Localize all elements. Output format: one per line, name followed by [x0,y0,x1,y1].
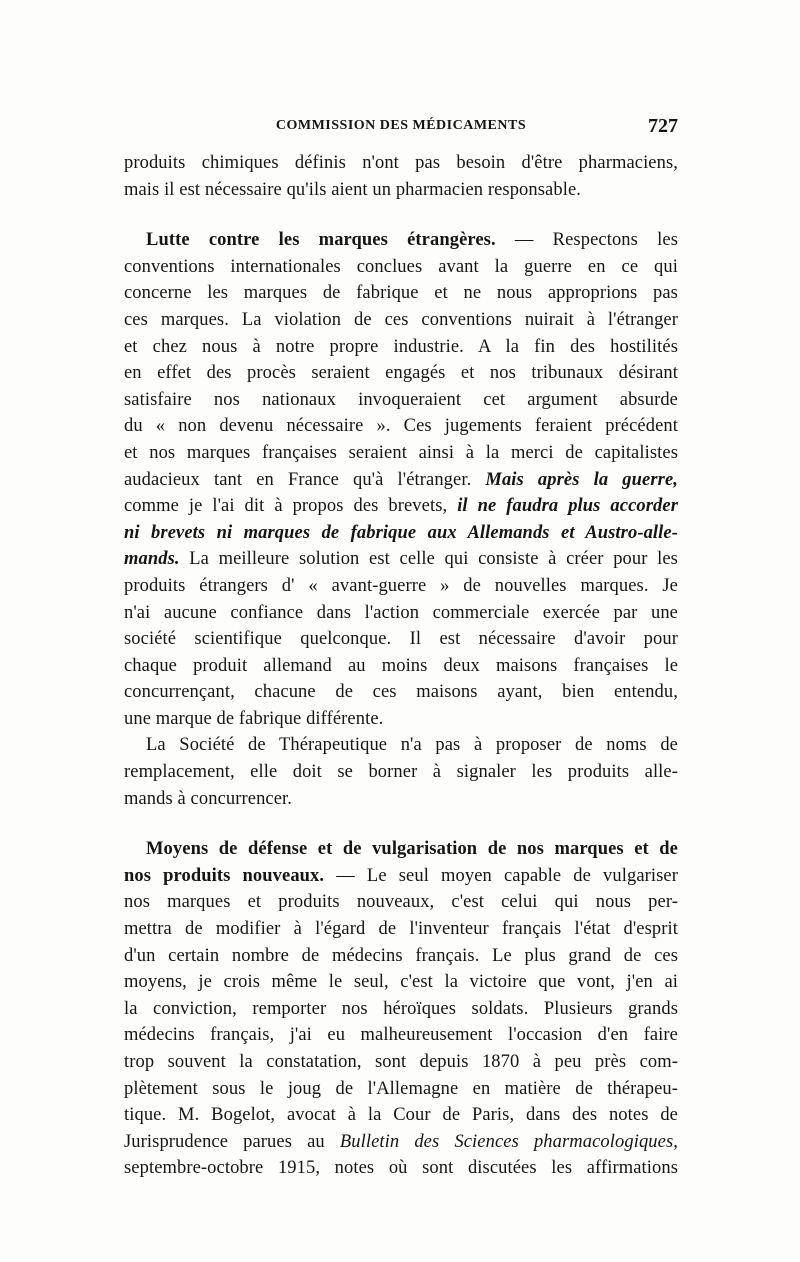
text-line: concurrençant, chacune de ces maisons ayant, bien entendu, [124,682,678,703]
text-line: mands à concurrencer. [124,788,293,809]
text-line: n'ai aucune confiance dans l'action commerciale exercée par une [124,602,678,623]
text-line: produits chimiques définis n'ont pas besoin d'être pharmaciens, [124,153,678,173]
text-line: nos marques et produits nouveaux, c'est celui qui nous per- [124,892,678,913]
text-line: une marque de fabrique différente. [124,708,384,729]
text-fragment: La meilleure solution est celle qui consiste à créer pour les [179,549,678,570]
text-line: tique. M. Bogelot, avocat à la Cour de Paris, dans des notes de [124,1105,678,1126]
emphasis-text: Mais après la guerre, [485,469,678,490]
text-line: mettra de modifier à l'égard de l'inventeur français l'état d'esprit [124,919,678,940]
emphasis-text: il ne faudra plus accorder [457,496,678,517]
section-marques-etrangeres [124,227,678,732]
text-line: concerne les marques de fabrique et ne nous approprions pas [124,283,678,304]
text-line: septembre-octobre 1915, notes où sont discutées les affirmations [124,1158,678,1179]
text-line: et chez nous à notre propre industrie. A la fin des hostilités [124,336,678,357]
text-line: moyens, je crois même le seul, c'est la victoire que vont, j'en ai [124,972,678,993]
text-fragment: comme je l'ai dit à propos des brevets, [124,496,448,517]
text-line: conventions internationales conclues avant la guerre en ce qui [124,256,678,277]
text-line: en effet des procès seraient engagés et nos tribunaux désirant [124,363,678,384]
text-line: plètement sous le joug de l'Allemagne en matière de thérapeu- [124,1078,678,1099]
text-fragment: audacieux tant en France qu'à l'étranger. [124,469,472,490]
text-line: chaque produit allemand au moins deux maisons françaises le [124,655,678,676]
running-title: COMMISSION DES MÉDICAMENTS [275,118,527,133]
text-line: satisfaire nos nationaux invoqueraient cet argument absurde [124,389,678,410]
page-body [124,150,678,1182]
text-line: — Respectons les [495,230,678,251]
text-line: et nos marques françaises seraient ainsi à la merci de capitalistes [124,442,678,463]
section-heading: Moyens de défense et de vulgarisation de nos marques et de [146,839,678,860]
text-line: mais il est nécessaire qu'ils aient un pharmacien responsable. [124,179,581,200]
section-moyens-de-defense [124,836,678,1182]
text-line: trop souvent la constatation, sont depuis 1870 à peu près com- [124,1052,678,1072]
text-line: du « non devenu nécessaire ». Ces jugements feraient précédent [124,416,678,437]
text-line: la conviction, remporter nos héroïques soldats. Plusieurs grands [124,998,678,1019]
text-line: remplacement, elle doit se borner à signaler les produits alle- [124,762,678,783]
text-line: société scientifique quelconque. Il est nécessaire d'avoir pour [124,629,678,650]
text-line: La Société de Thérapeutique n'a pas à proposer de noms de [146,735,678,756]
running-head [124,115,678,140]
section-heading-continued: nos produits nouveaux. [124,865,325,886]
section-heading: Lutte contre les marques étrangères. [146,230,496,251]
text-fragment: — Le seul moyen capable de vulgariser [324,865,678,886]
text-fragment: Jurisprudence parues au [124,1131,325,1152]
text-line: produits étrangers d' « avant-guerre » de nouvelles marques. Je [124,575,678,596]
paragraph-pharmaciens [124,150,678,203]
text-line: médecins français, j'ai eu malheureusement l'occasion d'en faire [124,1025,678,1046]
emphasis-text: ni brevets ni marques de fabrique aux Allemands et Austro-alle- [124,522,678,543]
text-line: d'un certain nombre de médecins français. Le plus grand de ces [124,945,678,966]
paragraph-societe-therapeutique [124,732,678,812]
emphasis-text: mands. [124,549,180,570]
page-number: 727 [648,115,678,137]
text-line: ces marques. La violation de ces conventions nuirait à l'étranger [124,309,678,330]
journal-title: Bulletin des Sciences pharmacologiques, [339,1131,678,1152]
